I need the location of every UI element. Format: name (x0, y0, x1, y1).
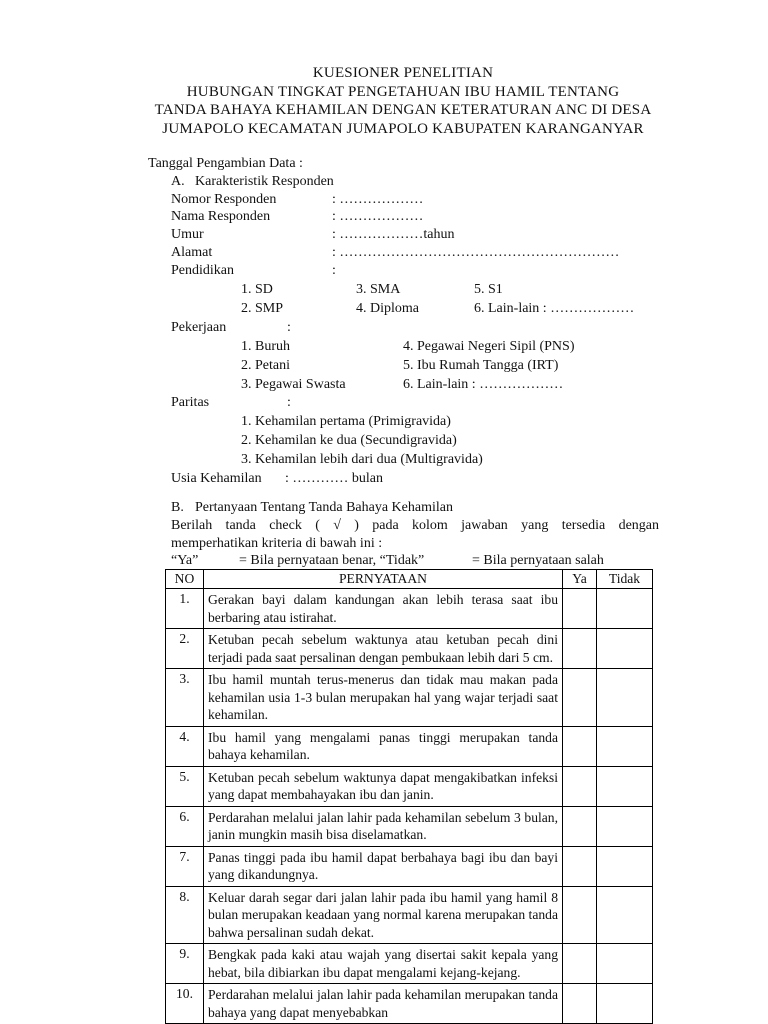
row-number: 2. (166, 629, 204, 669)
row-statement: Ibu hamil muntah terus-menerus dan tidak mau makan pada kehamilan usia 1-3 bulan merupakan hal yang wajar terjadi saat kehamilan. (204, 669, 563, 727)
pekerjaan-option[interactable]: 4. Pegawai Negeri Sipil (PNS) (403, 339, 575, 354)
field-colon-pekerjaan: : (287, 320, 291, 335)
section-b-letter: B. (171, 500, 184, 515)
pendidikan-option[interactable]: 6. Lain-lain : ……………… (474, 301, 635, 316)
date-label: Tanggal Pengambian Data : (148, 156, 303, 171)
field-label-alamat: Alamat (171, 245, 213, 260)
answer-tidak-checkbox[interactable] (597, 886, 653, 944)
pekerjaan-option[interactable]: 2. Petani (241, 358, 290, 373)
answer-tidak-checkbox[interactable] (597, 944, 653, 984)
instruction-line-1: Berilah tanda check ( √ ) pada kolom jawaban yang tersedia dengan (171, 518, 659, 533)
table-header-row (166, 570, 653, 589)
field-label-pekerjaan: Pekerjaan (171, 320, 227, 335)
section-a-letter: A. (171, 174, 185, 189)
row-statement: Ibu hamil yang mengalami panas tinggi merupakan tanda bahaya kehamilan. (204, 726, 563, 766)
row-number: 5. (166, 766, 204, 806)
answer-tidak-checkbox[interactable] (597, 669, 653, 727)
header-tidak: Tidak (597, 570, 653, 589)
row-number: 7. (166, 846, 204, 886)
pendidikan-option[interactable]: 5. S1 (474, 282, 503, 297)
table-row (166, 766, 653, 806)
answer-ya-checkbox[interactable] (563, 984, 597, 1024)
row-statement: Gerakan bayi dalam kandungan akan lebih terasa saat ibu berbaring atau istirahat. (204, 589, 563, 629)
field-value-alamat[interactable]: : …………………………………………………… (332, 245, 620, 260)
row-statement: Perdarahan melalui jalan lahir pada kehamilan sebelum 3 bulan, janin mungkin masih bisa diselamatkan. (204, 806, 563, 846)
field-label-umur: Umur (171, 227, 204, 242)
row-number: 4. (166, 726, 204, 766)
field-value-umur[interactable]: : ………………tahun (332, 227, 455, 242)
answer-ya-checkbox[interactable] (563, 669, 597, 727)
answer-tidak-checkbox[interactable] (597, 984, 653, 1024)
header-ya: Ya (563, 570, 597, 589)
document-title-block (0, 64, 768, 138)
row-statement: Ketuban pecah sebelum waktunya atau ketuban pecah dini terjadi pada saat persalinan dengan pembukaan lebih dari 5 cm. (204, 629, 563, 669)
answer-tidak-checkbox[interactable] (597, 846, 653, 886)
answer-tidak-checkbox[interactable] (597, 766, 653, 806)
answer-tidak-checkbox[interactable] (597, 589, 653, 629)
answer-tidak-checkbox[interactable] (597, 726, 653, 766)
title-line-4: JUMAPOLO KECAMATAN JUMAPOLO KABUPATEN KARANGANYAR (162, 120, 644, 137)
section-a-heading: Karakteristik Responden (195, 174, 334, 189)
pendidikan-option[interactable]: 3. SMA (356, 282, 401, 297)
questionnaire-table (165, 569, 653, 1024)
table-row (166, 846, 653, 886)
row-number: 8. (166, 886, 204, 944)
field-colon-pendidikan: : (332, 263, 336, 278)
row-number: 6. (166, 806, 204, 846)
answer-tidak-checkbox[interactable] (597, 806, 653, 846)
answer-ya-checkbox[interactable] (563, 589, 597, 629)
field-colon-paritas: : (287, 395, 291, 410)
table-row (166, 886, 653, 944)
table-row (166, 669, 653, 727)
field-value-nomor[interactable]: : ……………… (332, 192, 424, 207)
criteria-ya-key: “Ya” (171, 553, 199, 568)
row-number: 3. (166, 669, 204, 727)
header-statement: PERNYATAAN (204, 570, 563, 589)
instruction-line-2: memperhatikan kriteria di bawah ini : (171, 536, 383, 551)
answer-ya-checkbox[interactable] (563, 886, 597, 944)
field-label-paritas: Paritas (171, 395, 210, 410)
section-b-heading: Pertanyaan Tentang Tanda Bahaya Kehamilan (195, 500, 453, 515)
answer-tidak-checkbox[interactable] (597, 629, 653, 669)
field-label-pendidikan: Pendidikan (171, 263, 234, 278)
answer-ya-checkbox[interactable] (563, 629, 597, 669)
criteria-ya-desc: = Bila pernyataan benar, “Tidak” (239, 553, 425, 568)
field-value-nama[interactable]: : ……………… (332, 209, 424, 224)
criteria-tidak-desc: = Bila pernyataan salah (472, 553, 604, 568)
pekerjaan-option[interactable]: 3. Pegawai Swasta (241, 377, 346, 392)
paritas-option[interactable]: 3. Kehamilan lebih dari dua (Multigravida) (241, 452, 483, 467)
row-statement: Panas tinggi pada ibu hamil dapat berbahaya bagi ibu dan bayi yang dikandungnya. (204, 846, 563, 886)
answer-ya-checkbox[interactable] (563, 766, 597, 806)
pendidikan-option[interactable]: 4. Diploma (356, 301, 419, 316)
row-number: 1. (166, 589, 204, 629)
paritas-option[interactable]: 2. Kehamilan ke dua (Secundigravida) (241, 433, 457, 448)
pekerjaan-option[interactable]: 1. Buruh (241, 339, 290, 354)
pekerjaan-option[interactable]: 5. Ibu Rumah Tangga (IRT) (403, 358, 559, 373)
table-row (166, 944, 653, 984)
table-row (166, 984, 653, 1024)
field-label-nomor: Nomor Responden (171, 192, 277, 207)
row-number: 10. (166, 984, 204, 1024)
row-statement: Perdarahan melalui jalan lahir pada kehamilan merupakan tanda bahaya yang dapat menyebabkan (204, 984, 563, 1024)
row-statement: Ketuban pecah sebelum waktunya dapat mengakibatkan infeksi yang dapat membahayakan ibu dan janin. (204, 766, 563, 806)
field-label-usia-kehamilan: Usia Kehamilan (171, 471, 262, 486)
title-line-3: TANDA BAHAYA KEHAMILAN DENGAN KETERATURAN ANC DI DESA (154, 102, 652, 118)
answer-ya-checkbox[interactable] (563, 726, 597, 766)
field-value-usia-kehamilan[interactable]: : ………… bulan (285, 471, 383, 486)
row-statement: Keluar darah segar dari jalan lahir pada ibu hamil yang hamil 8 bulan merupakan keadaan yang normal karena merupakan tanda bahwa persalinan sudah dekat. (204, 886, 563, 944)
answer-ya-checkbox[interactable] (563, 806, 597, 846)
title-line-1: KUESIONER PENELITIAN (312, 65, 494, 81)
pendidikan-option[interactable]: 1. SD (241, 282, 273, 297)
answer-ya-checkbox[interactable] (563, 944, 597, 984)
title-line-2: HUBUNGAN TINGKAT PENGETAHUAN IBU HAMIL TENTANG (186, 83, 620, 100)
header-no: NO (166, 570, 204, 589)
field-label-nama: Nama Responden (171, 209, 271, 224)
paritas-option[interactable]: 1. Kehamilan pertama (Primigravida) (241, 414, 451, 429)
table-row (166, 589, 653, 629)
pekerjaan-option[interactable]: 6. Lain-lain : ……………… (403, 377, 564, 392)
row-statement: Bengkak pada kaki atau wajah yang disertai sakit kepala yang hebat, bila dibiarkan ibu dapat mengalami kejang-kejang. (204, 944, 563, 984)
answer-ya-checkbox[interactable] (563, 846, 597, 886)
table-row (166, 629, 653, 669)
row-number: 9. (166, 944, 204, 984)
table-row (166, 726, 653, 766)
pendidikan-option[interactable]: 2. SMP (241, 301, 284, 316)
table-row (166, 806, 653, 846)
